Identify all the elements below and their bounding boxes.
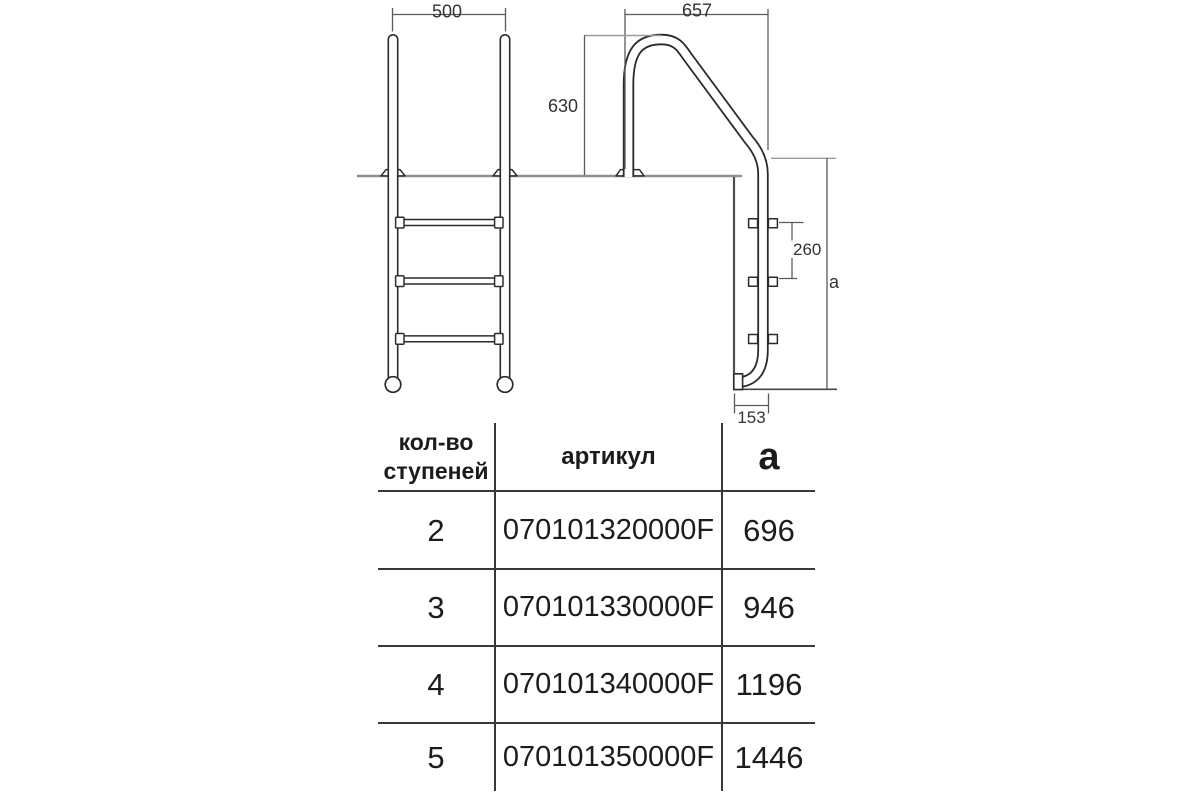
dim-label-153: 153 (737, 408, 766, 427)
rungs-fill (401, 223, 497, 339)
header-a-label: a (758, 435, 780, 478)
steps-value: 4 (427, 667, 445, 702)
dim-label-260: 260 (793, 240, 822, 259)
header-a (723, 423, 815, 492)
header-steps-line2: ступеней (383, 457, 489, 484)
ladder-posts-fill (393, 40, 505, 381)
article-cell (494, 570, 723, 647)
header-article-label: артикул (561, 442, 656, 470)
steps-value: 3 (427, 590, 445, 625)
a-value: 1446 (734, 740, 804, 775)
a-cell (723, 492, 815, 570)
article-value: 070101350000F (502, 741, 715, 773)
article-cell (494, 492, 723, 570)
dim-label-a: a (829, 272, 840, 292)
wall-anchor-cap (734, 374, 743, 390)
article-cell (494, 647, 723, 724)
steps-value: 2 (427, 512, 445, 548)
article-value: 070101320000F (502, 513, 715, 546)
dim-label-630: 630 (547, 96, 578, 116)
side-view (616, 40, 837, 390)
a-cell (723, 724, 815, 791)
dim-label-500: 500 (431, 1, 463, 22)
header-steps (378, 423, 494, 492)
post-foot-right (497, 377, 513, 393)
handrail-outline (629, 40, 764, 382)
steps-cell (378, 724, 494, 791)
header-steps-line1: кол-во (398, 428, 474, 455)
a-value: 696 (743, 512, 795, 548)
article-value: 070101340000F (502, 668, 715, 700)
a-value: 1196 (735, 667, 803, 702)
header-steps-label (384, 428, 489, 486)
a-cell (723, 570, 815, 647)
dimension-lines (393, 8, 837, 414)
handrail-fill (629, 40, 764, 382)
steps-cell (378, 647, 494, 724)
steps-cell (378, 570, 494, 647)
post-foot-left (385, 377, 401, 393)
ladder-posts-outline (393, 40, 505, 381)
article-value: 070101330000F (502, 591, 715, 623)
a-value: 946 (743, 590, 795, 625)
spec-table (378, 423, 815, 791)
a-cell (723, 647, 815, 724)
dim-label-657: 657 (681, 0, 713, 21)
steps-cell (378, 492, 494, 570)
header-article (494, 423, 723, 492)
steps-value: 5 (427, 740, 445, 775)
article-cell (494, 724, 723, 791)
front-view (381, 40, 517, 393)
